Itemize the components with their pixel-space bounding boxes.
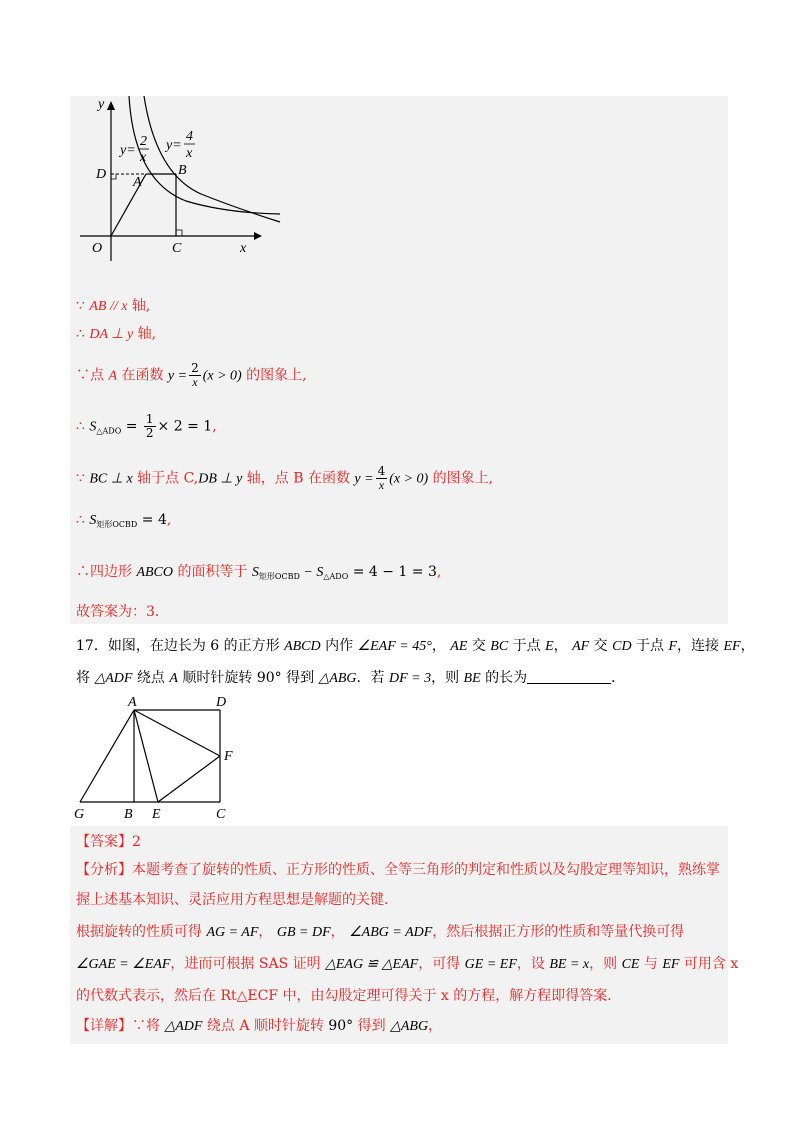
problem17-line1: 17．如图，在边长为 6 的正方形 ABCD 内作 ∠EAF = 45°， AE 交 BC 于点 E， AF 交 CD 于点 F，连接 EF， (76, 638, 755, 654)
sol16-step4: ∴ $S_{\triangle ADO}$ = $\frac{1}{2}$ × 2 = 1, (76, 412, 217, 440)
sol17-answer: 【答案】2 (76, 834, 141, 850)
answer-blank (527, 669, 611, 684)
fn2-lhs: y= (166, 138, 182, 153)
curve-y-4-over-x (144, 96, 280, 222)
label-C: C (172, 241, 182, 256)
label-G: G (74, 807, 85, 822)
fn2-num: 4 (186, 129, 193, 144)
label-B: B (178, 163, 187, 178)
x-axis-arrow (254, 232, 262, 240)
label-C: C (216, 807, 226, 822)
sol16-step6: ∴ $S_{矩形OCBD} = 4$, (76, 512, 172, 529)
sol16-step3: ∵点 A 在函数 y = $\frac{2}{x}$ (x > 0) 的图象上, (76, 361, 307, 389)
sol17-analysis-3: 根据旋转的性质可得 AG = AF， GB = DF， ∠ABG = ADF，然后根据正方形的性质和等量代换可得 (76, 924, 685, 940)
sol17-analysis-4: ∠GAE = ∠EAF，进而可根据 SAS 证明 △EAG ≌ △EAF，可得 GE = EF，设 BE = x，则 CE 与 EF 可用含 x (76, 956, 739, 972)
label-E: E (152, 807, 161, 822)
fn1-lhs: y= (120, 143, 136, 158)
label-A: A (128, 695, 137, 710)
label-F: F (224, 749, 233, 764)
sol16-step2: ∴ DA ⊥ y 轴, (76, 326, 157, 342)
label-x-axis: x (240, 241, 247, 256)
sol17-detail: 【详解】∵将 △ADF 绕点 A 顺时针旋转 90° 得到 △ABG， (76, 1018, 443, 1034)
label-O: O (92, 241, 103, 256)
right-angle-D (111, 174, 116, 179)
hyperbola-figure (76, 96, 296, 266)
fn1-num: 2 (140, 134, 147, 149)
y-axis-arrow (107, 101, 115, 110)
fn2-den: x (186, 146, 193, 161)
problem17-line2: 将 △ADF 绕点 A 顺时针旋转 90° 得到 △ABG．若 DF = 3，则 BE 的长为 ． (76, 670, 626, 686)
sol17-analysis-2: 握上述基本知识、灵活应用方程思想是解题的关键． (76, 892, 398, 908)
label-D: D (96, 167, 107, 182)
curve-y-2-over-x (129, 96, 280, 214)
square-figure (66, 694, 246, 824)
segment-AE (134, 710, 158, 802)
label-B: B (124, 807, 133, 822)
sol17-analysis-1: 【分析】本题考查了旋转的性质、正方形的性质、全等三角形的判定和性质以及勾股定理等知识，熟练掌 (76, 862, 720, 878)
fn1-den: x (140, 150, 147, 165)
sol17-analysis-5: 的代数式表示，然后在 Rt△ECF 中，由勾股定理可得关于 x 的方程，解方程即得答案． (76, 988, 622, 1004)
sol16-step1: ∵ AB // x 轴, (76, 298, 151, 314)
sol16-step5: ∵ BC ⊥ x 轴于点 C,DB ⊥ y 轴，点 B 在函数 y = $\frac{4}{x}$ (x > 0) 的图象上, (76, 464, 494, 492)
segment-EF (158, 756, 220, 802)
label-y-axis: y (98, 97, 105, 112)
segment-AG (80, 710, 134, 802)
label-A: A (133, 175, 142, 190)
label-D: D (216, 695, 227, 710)
sol16-step7: ∴四边形 ABCO 的面积等于 $S_{矩形OCBD} - S_{\triangle ADO} = 4 - 1 = 3$, (76, 564, 442, 581)
segment-AF (134, 710, 220, 756)
right-angle-C (176, 230, 182, 236)
sol16-answer: 故答案为：3． (76, 604, 169, 620)
